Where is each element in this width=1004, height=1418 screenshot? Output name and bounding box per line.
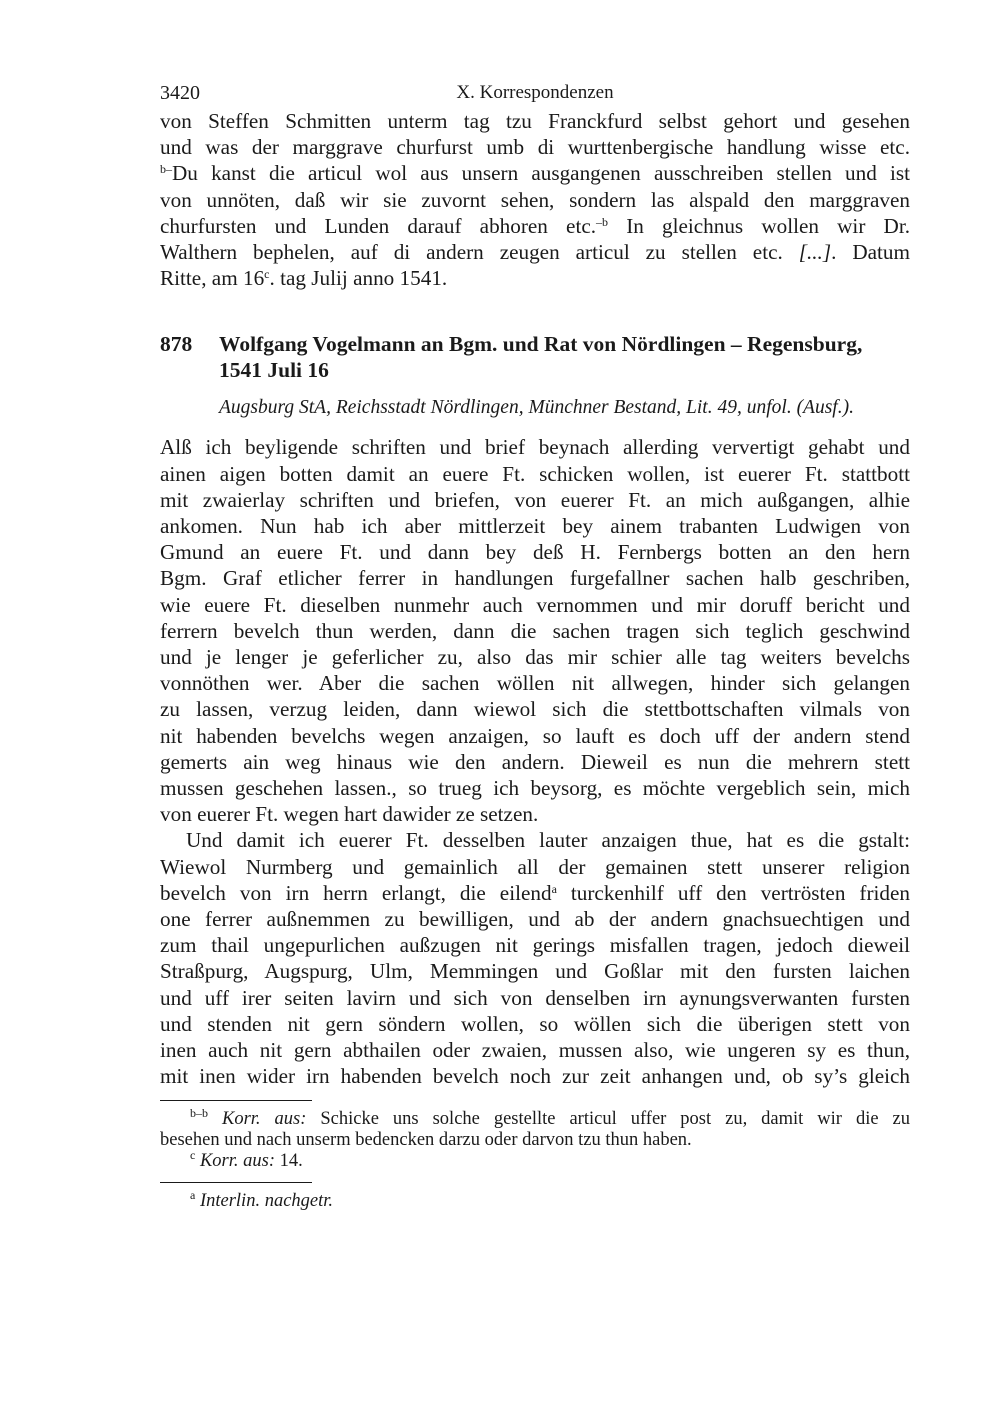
text-line: und je lenger je geferlicher zu, also das mir schier alle tag weiters bevelchs [160,645,910,670]
footnote-marker-b-close: –b [596,214,609,229]
text-line: von Steffen Schmitten unterm tag tzu Franckfurd selbst gehort und gesehen [160,109,910,133]
text-line: mussen geschehen lassen., so trueg ich beysorg, es möchte vergeblich sein, mich [160,776,910,801]
footnote-bb-continued: besehen und nach unserm bedencken darzu oder darvon tzu thun haben. [160,1129,692,1150]
page [160,78,910,1212]
archival-source: Augsburg StA, Reichsstadt Nördlingen, Münchner Bestand, Lit. 49, unfol. (Ausf.). [219,397,854,419]
text-line: Und damit ich euerer Ft. desselben lauter anzaigen thue, hat es die gstalt: [186,828,910,853]
text-line: Wiewol Nurmberg und gemainlich all der gemainen stett unserer religion [160,854,910,879]
footnote-rule [160,1182,312,1183]
footnote-marker-c: c [264,267,270,282]
text-line: vonnöthen wer. Aber die sachen wöllen nit allwegen, hinder sich gelangen [160,671,910,696]
text-line: Ritte, am 16$^c$. tag Julij anno 1541. [160,266,448,291]
document-number: 878 [160,332,193,357]
letter-paragraph-1 [160,434,910,827]
footnote-marker-a: a [551,881,557,896]
text-line: zum thail ungepurlichen außzugen nit gerings misfallen tragen, jedoch dieweil [160,933,910,958]
document-heading [160,331,910,383]
text-footnotes [160,1100,910,1172]
title-line: Wolfgang Vogelmann an Bgm. und Rat von Nördlingen – Regensburg, [219,332,863,357]
title-line: 1541 Juli 16 [219,358,329,383]
text-line: bevelch von irn herrn erlangt, die eilend$^a$ turckenhilf uff den vertrösten friden [160,880,910,905]
letter-paragraph-2 [160,827,910,1089]
text-line: nit habenden bevelchs wegen anzaigen, so lauft es doch uff der andern stend [160,723,910,748]
text-line: ankomen. Nun hab ich aber mittlerzeit bey ainem trabanten Ludwigen von [160,514,910,539]
text-line: und was der marggrave churfurst umb di wurttenbergische handlung wisse etc. [160,135,910,160]
text-line: und stenden nit gern söndern wollen, so wöllen sich die überigen stett von [160,1011,910,1036]
running-head [160,78,910,108]
text-line: churfursten und Lunden darauf abhoren etc.$^{-b}$ In gleichnus wollen wir Dr. [160,213,911,238]
text-line: ainen aigen botten damit an euere Ft. schicken wollen, ist euerer Ft. stattbott [160,461,910,486]
text-line: von euerer Ft. wegen hart dawider ze setzen. [160,802,539,827]
page-number: 3420 [160,82,200,104]
text-line: Walthern bephelen, auf di andern zeugen articul zu stellen etc. [...]. Datum [160,240,910,265]
omission-mark: [...] [798,240,832,265]
text-line: one ferrer außnemmen zu bewilligen, und ab der andern gnachsuechtigen und [160,907,910,932]
previous-letter-ending [160,108,910,291]
text-line: Straßpurg, Augspurg, Ulm, Memmingen und Goßlar mit den fursten laichen [160,959,910,984]
text-line: von unnöten, daß wir sie zuvornt sehen, sondern las alspald den marggraven [160,187,910,212]
text-line: und uff irer seiten lavirn und sich von denselben irn aynungsverwanten fursten [160,985,910,1010]
text-line: Bgm. Graf etlicher ferrer in handlungen furgefallner sachen halb geschriben, [160,566,910,591]
text-line: wie euere Ft. dieselben nunmehr auch vernommen und mir doruff bericht und [160,592,910,617]
footnote-a: $^a$ Interlin. nachgetr. [190,1187,334,1211]
text-line: Alß ich beyligende schriften und brief beynach allerding ververtigt gehabt und [160,435,910,460]
text-line: zu lassen, verzug leiden, dann wiewol sich die stettbottschaften vilmals von [160,697,910,722]
text-line: $^{b-}$Du kanst die articul wol aus unsern ausgangenen ausschreiben stellen und ist [160,161,910,186]
text-line: mit zwaierlay schriften und briefen, von euerer Ft. an mich außgangen, alhie [160,487,910,512]
footnote-bb: $^{b-b}$ Korr. aus: Schicke uns solche gestellte articul uffer post zu, damit wir die zu [190,1105,910,1129]
running-title: X. Korrespondenzen [456,82,614,103]
document-title [219,331,910,383]
text-line: mit inen wider irn habenden bevelch noch zur zeit anhangen und, ob sy’s gleich [160,1064,910,1089]
text-line: Gmund an euere Ft. und dann bey deß H. Fernbergs botten an den hern [160,540,910,565]
critical-footnotes [160,1182,910,1212]
text-line: gemerts ain weg hinaus wie den andern. Dieweil es nun die mehrern stett [160,749,910,774]
footnote-c: $^c$ Korr. aus: 14. [190,1147,303,1171]
footnote-marker-b-open: b– [160,162,172,177]
text-line: inen auch nit gern abthailen oder zwaien, mussen also, wie ungeren sy es thun, [160,1038,910,1063]
text-line: ferrern bevelch thun werden, dann die sachen tragen sich teglich geschwind [160,618,910,643]
footnote-rule [160,1100,312,1101]
